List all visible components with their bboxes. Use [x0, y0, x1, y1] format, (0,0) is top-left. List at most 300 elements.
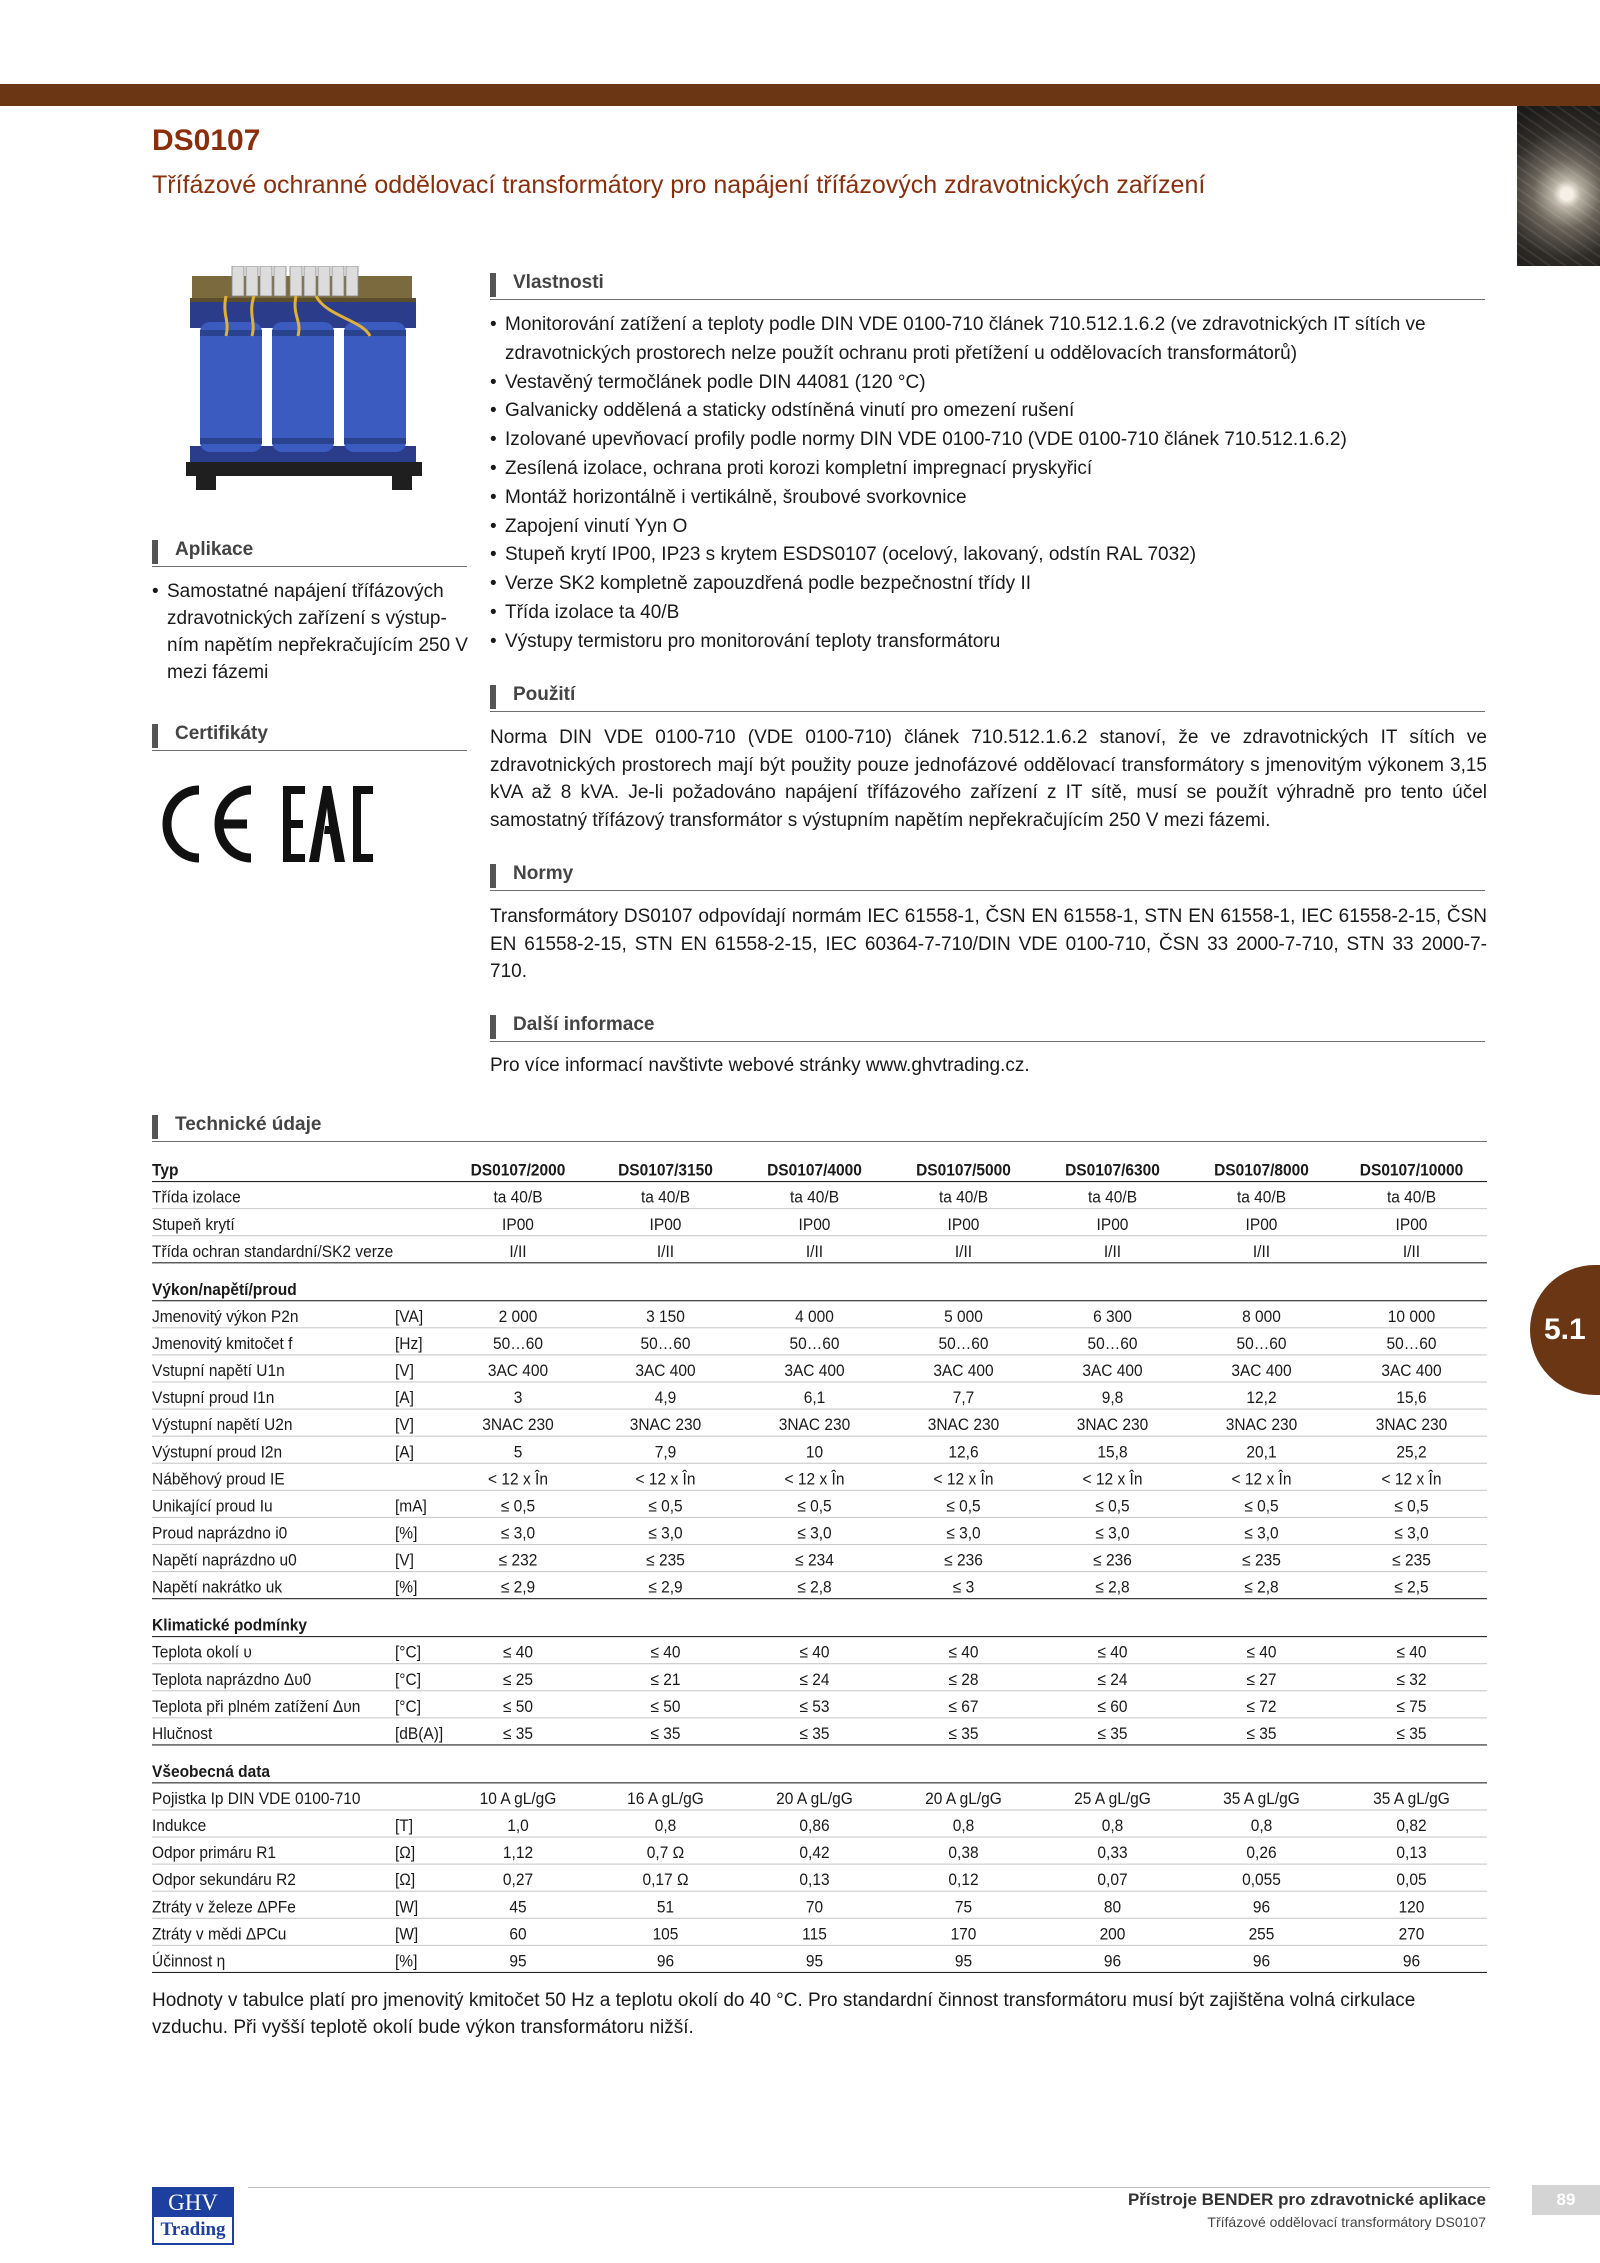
footer-subtitle: Třífázové oddělovací transformátory DS0107	[1207, 2214, 1486, 2230]
value-cell: 60	[445, 1918, 591, 1945]
value-cell: ta 40/B	[1038, 1182, 1187, 1209]
value-cell: 170	[889, 1918, 1038, 1945]
value-cell: I/II	[740, 1236, 889, 1263]
value-cell: ≤ 2,5	[1336, 1572, 1487, 1599]
value-cell: ≤ 3,0	[1336, 1517, 1487, 1544]
unit-cell: [°C]	[395, 1691, 445, 1718]
value-cell: 50…60	[1038, 1328, 1187, 1355]
value-cell: ≤ 236	[1038, 1544, 1187, 1571]
value-cell: 3AC 400	[889, 1355, 1038, 1382]
value-cell: 105	[591, 1918, 740, 1945]
value-cell: 20,1	[1187, 1436, 1336, 1463]
value-cell: IP00	[740, 1209, 889, 1236]
value-cell: ≤ 0,5	[740, 1490, 889, 1517]
value-cell: 0,055	[1187, 1864, 1336, 1891]
value-cell: 3AC 400	[1336, 1355, 1487, 1382]
value-cell: ≤ 35	[740, 1718, 889, 1745]
value-cell: ≤ 235	[1336, 1544, 1487, 1571]
value-cell: 1,12	[445, 1837, 591, 1864]
table-row	[152, 1691, 1487, 1718]
value-cell: ≤ 3,0	[1187, 1517, 1336, 1544]
value-cell: 4,9	[591, 1382, 740, 1409]
unit-cell: [VA]	[395, 1301, 445, 1328]
table-row	[152, 1945, 1487, 1972]
table-row	[152, 1637, 1487, 1664]
chapter-number: 5.1	[1544, 1313, 1586, 1346]
value-cell: ≤ 50	[591, 1691, 740, 1718]
table-row	[152, 1517, 1487, 1544]
value-cell: ≤ 28	[889, 1664, 1038, 1691]
section-title: Použití	[513, 684, 576, 705]
value-cell: ≤ 60	[1038, 1691, 1187, 1718]
value-cell: ≤ 0,5	[889, 1490, 1038, 1517]
chapter-tab	[1530, 1265, 1600, 1395]
footer-title: Přístroje BENDER pro zdravotnické aplikace	[1127, 2190, 1486, 2209]
list-item: • Třída izolace ta 40/B	[490, 599, 1487, 628]
unit-cell	[395, 1236, 445, 1263]
value-cell: 10 A gL/gG	[445, 1783, 591, 1810]
list-item: • Izolované upevňovací profily podle normy DIN VDE 0100-710 (VDE 0100-710 článek 710.512.1.6.2)	[490, 426, 1487, 455]
table-row	[152, 1236, 1487, 1263]
value-cell: 0,07	[1038, 1864, 1187, 1891]
value-cell: 9,8	[1038, 1382, 1187, 1409]
value-cell: 0,17 Ω	[591, 1864, 740, 1891]
unit-cell	[395, 1209, 445, 1236]
table-row	[152, 1810, 1487, 1837]
value-cell: 51	[591, 1891, 740, 1918]
value-cell: 96	[591, 1945, 740, 1972]
value-cell: 0,13	[740, 1864, 889, 1891]
row-label-cell: Náběhový proud IE	[152, 1463, 395, 1490]
table-row	[152, 1328, 1487, 1355]
pouziti-text: Norma DIN VDE 0100-710 (VDE 0100-710) článek 710.512.1.6.2 stanoví, že ve zdravotnických IT sítích ve zdravotnických prostorech mají být použity pouze jednofázové oddělovací transformátory s jmenovitým výkonem 3,15 kVA až 8 kVA. Je-li požadováno napájení třífázového zařízení z IT sítě, musí se použít výhradně pro tento účel samostatný třífázový transformátor s výstupním napětím nepřekračujícím 250 V mezi fázemi.	[490, 727, 1487, 831]
value-cell: 120	[1336, 1891, 1487, 1918]
value-cell: 12,2	[1187, 1382, 1336, 1409]
row-label-cell: Teplota okolí υ	[152, 1637, 395, 1664]
unit-cell: [°C]	[395, 1664, 445, 1691]
list-item: • Samostatné napájení třífázových zdravotnických zařízení s výstup-ním napětím nepřekračujícím 250 V mezi fázemi	[152, 578, 470, 686]
unit-cell: [A]	[395, 1382, 445, 1409]
row-label-cell: Indukce	[152, 1810, 395, 1837]
value-cell: 95	[445, 1945, 591, 1972]
top-brown-bar	[0, 84, 1600, 106]
value-cell: ≤ 40	[1038, 1637, 1187, 1664]
row-label-cell: Napětí nakrátko uk	[152, 1572, 395, 1599]
row-label-cell: Stupeň krytí	[152, 1209, 395, 1236]
value-cell: ≤ 40	[445, 1637, 591, 1664]
unit-cell: [V]	[395, 1544, 445, 1571]
value-cell: 0,86	[740, 1810, 889, 1837]
section-title: Technické údaje	[175, 1114, 322, 1135]
certification-marks	[155, 780, 375, 870]
row-label-cell: Vstupní proud I1n	[152, 1382, 395, 1409]
value-cell: < 12 x În	[1187, 1463, 1336, 1490]
value-cell: 70	[740, 1891, 889, 1918]
table-footnote: Hodnoty v tabulce platí pro jmenovitý kmitočet 50 Hz a teplotu okolí do 40 °C. Pro standardní činnost transformátoru musí být zajištěna volná cirkulace vzduchu. Při vyšší teplotě okolí bude výkon transformátoru nižší.	[152, 1990, 1416, 2038]
group-title-cell: Všeobecná data	[152, 1745, 1487, 1783]
row-label-cell: Třída ochran standardní/SK2 verze	[152, 1236, 395, 1263]
type-header-cell: DS0107/2000	[445, 1155, 591, 1182]
unit-cell: [°C]	[395, 1637, 445, 1664]
value-cell: 96	[1038, 1945, 1187, 1972]
table-row	[152, 1182, 1487, 1209]
value-cell: ≤ 40	[740, 1637, 889, 1664]
section-normy	[490, 862, 1485, 891]
row-label-cell: Výstupní proud I2n	[152, 1436, 395, 1463]
list-item: • Monitorování zatížení a teploty podle DIN VDE 0100-710 článek 710.512.1.6.2 (ve zdravotnických IT sítích ve zdravotnických prostorech nelze použít ochranu proti přetížení u oddělovacích transformátorů)	[490, 311, 1487, 369]
value-cell: ≤ 0,5	[591, 1490, 740, 1517]
section-pouziti	[490, 683, 1485, 712]
value-cell: ≤ 2,8	[1187, 1572, 1336, 1599]
type-header-cell: DS0107/4000	[740, 1155, 889, 1182]
value-cell: 3NAC 230	[889, 1409, 1038, 1436]
table-row	[152, 1544, 1487, 1571]
value-cell: 3NAC 230	[591, 1409, 740, 1436]
value-cell: 3AC 400	[445, 1355, 591, 1382]
value-cell: 80	[1038, 1891, 1187, 1918]
row-label-cell: Výstupní napětí U2n	[152, 1409, 395, 1436]
value-cell: ≤ 35	[1038, 1718, 1187, 1745]
value-cell: ta 40/B	[591, 1182, 740, 1209]
type-header-cell: DS0107/3150	[591, 1155, 740, 1182]
value-cell: ≤ 53	[740, 1691, 889, 1718]
value-cell: < 12 x În	[1336, 1463, 1487, 1490]
row-label-cell: Unikající proud Iu	[152, 1490, 395, 1517]
value-cell: ta 40/B	[1336, 1182, 1487, 1209]
value-cell: 4 000	[740, 1301, 889, 1328]
section-technicke-udaje	[152, 1113, 1487, 1142]
value-cell: < 12 x În	[445, 1463, 591, 1490]
value-cell: I/II	[445, 1236, 591, 1263]
section-title: Certifikáty	[175, 723, 268, 744]
value-cell: IP00	[591, 1209, 740, 1236]
footer-divider	[248, 2187, 1490, 2188]
value-cell: 255	[1187, 1918, 1336, 1945]
type-header-cell: DS0107/6300	[1038, 1155, 1187, 1182]
value-cell: 3NAC 230	[1336, 1409, 1487, 1436]
section-title: Normy	[513, 863, 574, 884]
welding-sparks-photo	[1517, 106, 1600, 266]
value-cell: 200	[1038, 1918, 1187, 1945]
value-cell: 50…60	[445, 1328, 591, 1355]
value-cell: 3NAC 230	[1038, 1409, 1187, 1436]
row-label-cell: Teplota při plném zatížení Δυn	[152, 1691, 395, 1718]
value-cell: ≤ 35	[1187, 1718, 1336, 1745]
value-cell: I/II	[1187, 1236, 1336, 1263]
value-cell: 96	[1336, 1945, 1487, 1972]
value-cell: ≤ 72	[1187, 1691, 1336, 1718]
list-item: • Výstupy termistoru pro monitorování teploty transformátoru	[490, 628, 1487, 657]
value-cell: ≤ 0,5	[1187, 1490, 1336, 1517]
value-cell: 2 000	[445, 1301, 591, 1328]
product-subtitle: Třífázové ochranné oddělovací transformátory pro napájení třífázových zdravotnických zařízení	[152, 171, 1206, 199]
list-item: • Zapojení vinutí Yyn O	[490, 513, 1487, 542]
row-label-cell: Odpor sekundáru R2	[152, 1864, 395, 1891]
value-cell: 0,26	[1187, 1837, 1336, 1864]
value-cell: I/II	[1336, 1236, 1487, 1263]
row-label-cell: Ztráty v mědi ΔPCu	[152, 1918, 395, 1945]
unit-cell: [Ω]	[395, 1864, 445, 1891]
section-title: Vlastnosti	[513, 272, 604, 293]
unit-cell: [A]	[395, 1436, 445, 1463]
value-cell: 25,2	[1336, 1436, 1487, 1463]
table-group-row	[152, 1599, 1487, 1637]
value-cell: ≤ 235	[591, 1544, 740, 1571]
list-item: • Verze SK2 kompletně zapouzdřená podle bezpečnostní třídy II	[490, 570, 1487, 599]
value-cell: 0,8	[889, 1810, 1038, 1837]
value-cell: 50…60	[591, 1328, 740, 1355]
value-cell: ≤ 3,0	[889, 1517, 1038, 1544]
value-cell: 3AC 400	[1038, 1355, 1187, 1382]
value-cell: 95	[889, 1945, 1038, 1972]
value-cell: IP00	[1187, 1209, 1336, 1236]
section-title: Další informace	[513, 1014, 655, 1035]
value-cell: ≤ 40	[889, 1637, 1038, 1664]
value-cell: 1,0	[445, 1810, 591, 1837]
value-cell: I/II	[889, 1236, 1038, 1263]
value-cell: ≤ 50	[445, 1691, 591, 1718]
table-row	[152, 1490, 1487, 1517]
value-cell: < 12 x În	[1038, 1463, 1187, 1490]
list-item: • Vestavěný termočlánek podle DIN 44081 (120 °C)	[490, 369, 1487, 398]
value-cell: ≤ 27	[1187, 1664, 1336, 1691]
value-cell: IP00	[445, 1209, 591, 1236]
value-cell: ≤ 35	[591, 1718, 740, 1745]
value-cell: 95	[740, 1945, 889, 1972]
row-label-cell: Teplota naprázdno Δυ0	[152, 1664, 395, 1691]
unit-cell: [%]	[395, 1572, 445, 1599]
table-row	[152, 1382, 1487, 1409]
value-cell: ≤ 3,0	[740, 1517, 889, 1544]
value-cell: 270	[1336, 1918, 1487, 1945]
row-label-cell: Třída izolace	[152, 1182, 395, 1209]
value-cell: 45	[445, 1891, 591, 1918]
value-cell: 10	[740, 1436, 889, 1463]
list-item: • Galvanicky oddělená a staticky odstíněná vinutí pro omezení rušení	[490, 397, 1487, 426]
value-cell: ≤ 3,0	[445, 1517, 591, 1544]
type-header-cell: DS0107/5000	[889, 1155, 1038, 1182]
value-cell: IP00	[1336, 1209, 1487, 1236]
value-cell: 7,7	[889, 1382, 1038, 1409]
type-label-cell: Typ	[152, 1155, 395, 1182]
value-cell: ta 40/B	[740, 1182, 889, 1209]
unit-cell: [mA]	[395, 1490, 445, 1517]
value-cell: ≤ 2,8	[740, 1572, 889, 1599]
table-row	[152, 1918, 1487, 1945]
value-cell: 15,6	[1336, 1382, 1487, 1409]
value-cell: 0,05	[1336, 1864, 1487, 1891]
table-group-row	[152, 1745, 1487, 1783]
value-cell: ≤ 234	[740, 1544, 889, 1571]
value-cell: 50…60	[889, 1328, 1038, 1355]
value-cell: 0,82	[1336, 1810, 1487, 1837]
row-label-cell: Ztráty v železe ΔPFe	[152, 1891, 395, 1918]
page-number: 89	[1532, 2185, 1600, 2215]
table-row	[152, 1891, 1487, 1918]
value-cell: ≤ 40	[591, 1637, 740, 1664]
value-cell: ≤ 67	[889, 1691, 1038, 1718]
table-row	[152, 1664, 1487, 1691]
value-cell: ≤ 236	[889, 1544, 1038, 1571]
group-title-cell: Výkon/napětí/proud	[152, 1263, 1487, 1301]
table-row	[152, 1572, 1487, 1599]
row-label-cell: Napětí naprázdno u0	[152, 1544, 395, 1571]
table-row	[152, 1409, 1487, 1436]
value-cell: 96	[1187, 1945, 1336, 1972]
product-model-title: DS0107	[152, 124, 261, 157]
value-cell: 35 A gL/gG	[1336, 1783, 1487, 1810]
value-cell: ta 40/B	[1187, 1182, 1336, 1209]
unit-cell: [Hz]	[395, 1328, 445, 1355]
value-cell: ≤ 3	[889, 1572, 1038, 1599]
table-row	[152, 1463, 1487, 1490]
value-cell: 0,8	[591, 1810, 740, 1837]
row-label-cell: Odpor primáru R1	[152, 1837, 395, 1864]
value-cell: I/II	[591, 1236, 740, 1263]
ce-mark-icon	[167, 790, 251, 858]
unit-cell: [V]	[395, 1409, 445, 1436]
value-cell: 3NAC 230	[1187, 1409, 1336, 1436]
value-cell: 96	[1187, 1891, 1336, 1918]
unit-cell: [dB(A)]	[395, 1718, 445, 1745]
list-item: • Zesílená izolace, ochrana proti korozi kompletní impregnací pryskyřicí	[490, 455, 1487, 484]
value-cell: 0,8	[1038, 1810, 1187, 1837]
value-cell: 25 A gL/gG	[1038, 1783, 1187, 1810]
value-cell: < 12 x În	[591, 1463, 740, 1490]
value-cell: I/II	[1038, 1236, 1187, 1263]
table-row	[152, 1837, 1487, 1864]
value-cell: ≤ 21	[591, 1664, 740, 1691]
group-title-cell: Klimatické podmínky	[152, 1599, 1487, 1637]
value-cell: 3	[445, 1382, 591, 1409]
value-cell: ≤ 3,0	[1038, 1517, 1187, 1544]
value-cell: 0,42	[740, 1837, 889, 1864]
section-dalsi-informace	[490, 1013, 1485, 1042]
value-cell: 15,8	[1038, 1436, 1187, 1463]
value-cell: 50…60	[740, 1328, 889, 1355]
value-cell: 3AC 400	[1187, 1355, 1336, 1382]
value-cell: 8 000	[1187, 1301, 1336, 1328]
row-label-cell: Vstupní napětí U1n	[152, 1355, 395, 1382]
row-label-cell: Jmenovitý výkon P2n	[152, 1301, 395, 1328]
table-row	[152, 1355, 1487, 1382]
value-cell: ≤ 25	[445, 1664, 591, 1691]
value-cell: ≤ 35	[445, 1718, 591, 1745]
value-cell: ≤ 32	[1336, 1664, 1487, 1691]
value-cell: 20 A gL/gG	[740, 1783, 889, 1810]
value-cell: 50…60	[1336, 1328, 1487, 1355]
value-cell: 0,38	[889, 1837, 1038, 1864]
value-cell: 3AC 400	[591, 1355, 740, 1382]
value-cell: 7,9	[591, 1436, 740, 1463]
table-group-row	[152, 1263, 1487, 1301]
value-cell: 6,1	[740, 1382, 889, 1409]
value-cell: ta 40/B	[445, 1182, 591, 1209]
type-header-cell: DS0107/8000	[1187, 1155, 1336, 1182]
value-cell: 75	[889, 1891, 1038, 1918]
unit-cell	[395, 1155, 445, 1182]
value-cell: 16 A gL/gG	[591, 1783, 740, 1810]
table-row	[152, 1209, 1487, 1236]
transformer-image	[186, 266, 422, 490]
value-cell: ≤ 2,9	[445, 1572, 591, 1599]
table-row	[152, 1864, 1487, 1891]
row-label-cell: Účinnost η	[152, 1945, 395, 1972]
value-cell: 3NAC 230	[445, 1409, 591, 1436]
value-cell: ≤ 3,0	[591, 1517, 740, 1544]
value-cell: 0,7 Ω	[591, 1837, 740, 1864]
unit-cell	[395, 1783, 445, 1810]
value-cell: < 12 x În	[889, 1463, 1038, 1490]
unit-cell	[395, 1463, 445, 1490]
value-cell: 5 000	[889, 1301, 1038, 1328]
value-cell: 0,33	[1038, 1837, 1187, 1864]
value-cell: 20 A gL/gG	[889, 1783, 1038, 1810]
value-cell: 35 A gL/gG	[1187, 1783, 1336, 1810]
unit-cell: [Ω]	[395, 1837, 445, 1864]
features-list	[490, 311, 1487, 657]
type-header-cell: DS0107/10000	[1336, 1155, 1487, 1182]
row-label-cell: Hlučnost	[152, 1718, 395, 1745]
value-cell: 5	[445, 1436, 591, 1463]
value-cell: ≤ 2,8	[1038, 1572, 1187, 1599]
value-cell: 0,27	[445, 1864, 591, 1891]
unit-cell: [W]	[395, 1918, 445, 1945]
value-cell: ≤ 75	[1336, 1691, 1487, 1718]
section-aplikace	[152, 538, 467, 567]
unit-cell	[395, 1182, 445, 1209]
value-cell: ≤ 35	[889, 1718, 1038, 1745]
value-cell: ta 40/B	[889, 1182, 1038, 1209]
table-row	[152, 1718, 1487, 1745]
value-cell: ≤ 35	[1336, 1718, 1487, 1745]
value-cell: < 12 x În	[740, 1463, 889, 1490]
application-list	[152, 578, 470, 686]
value-cell: ≤ 232	[445, 1544, 591, 1571]
technical-data-table	[152, 1155, 1487, 1973]
section-title: Aplikace	[175, 539, 254, 560]
unit-cell: [%]	[395, 1517, 445, 1544]
ghv-trading-logo: GHV Trading	[152, 2187, 234, 2245]
value-cell: IP00	[889, 1209, 1038, 1236]
value-cell: 0,13	[1336, 1837, 1487, 1864]
list-item: • Stupeň krytí IP00, IP23 s krytem ESDS0107 (ocelový, lakovaný, odstín RAL 7032)	[490, 541, 1487, 570]
list-item: • Montáž horizontálně i vertikálně, šroubové svorkovnice	[490, 484, 1487, 513]
section-certifikaty	[152, 722, 467, 751]
row-label-cell: Pojistka Ip DIN VDE 0100-710	[152, 1783, 395, 1810]
value-cell: ≤ 2,9	[591, 1572, 740, 1599]
table-row	[152, 1783, 1487, 1810]
unit-cell: [V]	[395, 1355, 445, 1382]
row-label-cell: Proud naprázdno i0	[152, 1517, 395, 1544]
value-cell: ≤ 40	[1187, 1637, 1336, 1664]
table-header-row	[152, 1155, 1487, 1182]
unit-cell: [T]	[395, 1810, 445, 1837]
dalsi-text: Pro více informací navštivte webové stránky www.ghvtrading.cz.	[490, 1055, 1030, 1076]
value-cell: ≤ 235	[1187, 1544, 1336, 1571]
value-cell: 115	[740, 1918, 889, 1945]
value-cell: 50…60	[1187, 1328, 1336, 1355]
unit-cell: [%]	[395, 1945, 445, 1972]
value-cell: 3 150	[591, 1301, 740, 1328]
value-cell: 0,8	[1187, 1810, 1336, 1837]
value-cell: IP00	[1038, 1209, 1187, 1236]
value-cell: ≤ 24	[740, 1664, 889, 1691]
value-cell: ≤ 24	[1038, 1664, 1187, 1691]
value-cell: 3NAC 230	[740, 1409, 889, 1436]
value-cell: ≤ 0,5	[1336, 1490, 1487, 1517]
value-cell: 10 000	[1336, 1301, 1487, 1328]
